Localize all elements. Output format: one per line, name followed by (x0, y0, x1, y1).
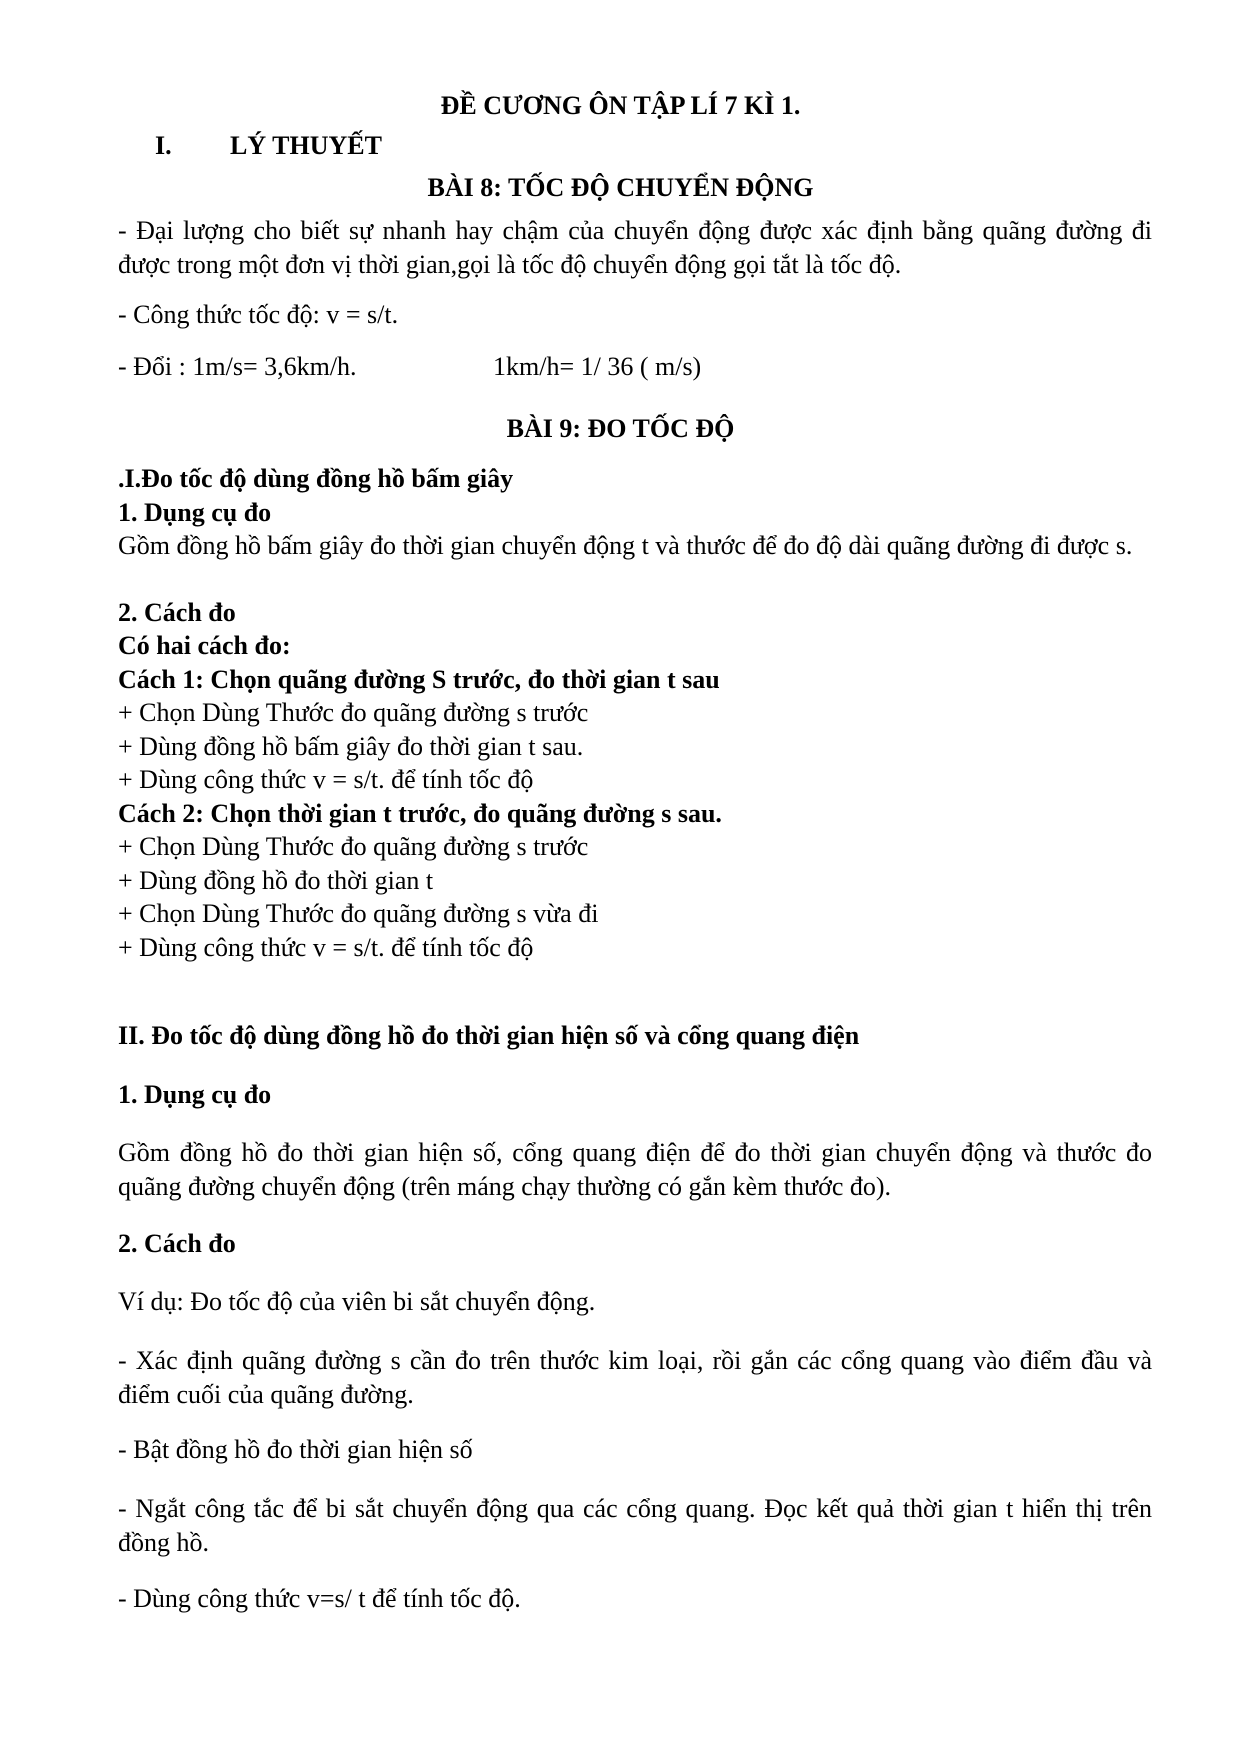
way2-step: + Chọn Dùng Thước đo quãng đường s vừa đi (118, 899, 599, 928)
way2-step: + Dùng đồng hồ đo thời gian t (118, 866, 434, 895)
part2-step-3: - Ngắt công tắc để bi sắt chuyển động qua các cổng quang. Đọc kết quả thời gian t hiển thị trên đồng hồ. (118, 1494, 1152, 1557)
part2-step-2: - Bật đồng hồ đo thời gian hiện số (118, 1435, 473, 1464)
way2-step: + Dùng công thức v = s/t. để tính tốc độ (118, 933, 534, 962)
section-number: I. (155, 131, 172, 160)
document-title: ĐỀ CƯƠNG ÔN TẬP LÍ 7 KÌ 1. (440, 91, 801, 120)
part1-heading: .I.Đo tốc độ dùng đồng hồ bấm giây (118, 464, 514, 493)
part1-tools-heading: 1. Dụng cụ đo (118, 498, 272, 527)
bai8-conversion-2: 1km/h= 1/ 36 ( m/s) (493, 352, 702, 381)
way1-heading: Cách 1: Chọn quãng đường S trước, đo thời gian t sau (118, 665, 720, 694)
way2-heading: Cách 2: Chọn thời gian t trước, đo quãng đường s sau. (118, 799, 722, 828)
way1-step: + Dùng đồng hồ bấm giây đo thời gian t sau. (118, 732, 584, 761)
bai9-heading: BÀI 9: ĐO TỐC ĐỘ (506, 414, 735, 443)
section-heading: LÝ THUYẾT (230, 131, 382, 160)
part1-method-heading: 2. Cách đo (118, 598, 236, 627)
bai8-formula: - Công thức tốc độ: v = s/t. (118, 300, 399, 329)
part2-tools-heading: 1. Dụng cụ đo (118, 1080, 272, 1109)
bai8-conversion-1: - Đổi : 1m/s= 3,6km/h. (118, 352, 357, 381)
part2-heading: II. Đo tốc độ dùng đồng hồ đo thời gian hiện số và cổng quang điện (118, 1021, 860, 1050)
part1-tools-text: Gồm đồng hồ bấm giây đo thời gian chuyển động t và thước để đo độ dài quãng đường đi được s. (118, 531, 1133, 560)
two-ways-label: Có hai cách đo: (118, 631, 291, 660)
way1-step: + Dùng công thức v = s/t. để tính tốc độ (118, 765, 534, 794)
part2-step-1: - Xác định quãng đường s cần đo trên thước kim loại, rồi gắn các cổng quang vào điểm đầu và điểm cuối của quãng đường. (118, 1346, 1152, 1409)
way2-step: + Chọn Dùng Thước đo quãng đường s trước (118, 832, 589, 861)
part2-tools-text: Gồm đồng hồ đo thời gian hiện số, cổng quang điện để đo thời gian chuyển động và thước đo quãng đường chuyển động (trên máng chạy thường có gắn kèm thước đo). (118, 1138, 1152, 1201)
bai8-definition: - Đại lượng cho biết sự nhanh hay chậm của chuyển động được xác định bằng quãng đường đi được trong một đơn vị thời gian,gọi là tốc độ chuyển động gọi tắt là tốc độ. (118, 216, 1152, 279)
part2-step-4: - Dùng công thức v=s/ t để tính tốc độ. (118, 1584, 521, 1613)
bai8-heading: BÀI 8: TỐC ĐỘ CHUYỂN ĐỘNG (427, 173, 814, 202)
way1-step: + Chọn Dùng Thước đo quãng đường s trước (118, 698, 589, 727)
part2-method-heading: 2. Cách đo (118, 1229, 236, 1258)
part2-example: Ví dụ: Đo tốc độ của viên bi sắt chuyển động. (118, 1287, 596, 1316)
